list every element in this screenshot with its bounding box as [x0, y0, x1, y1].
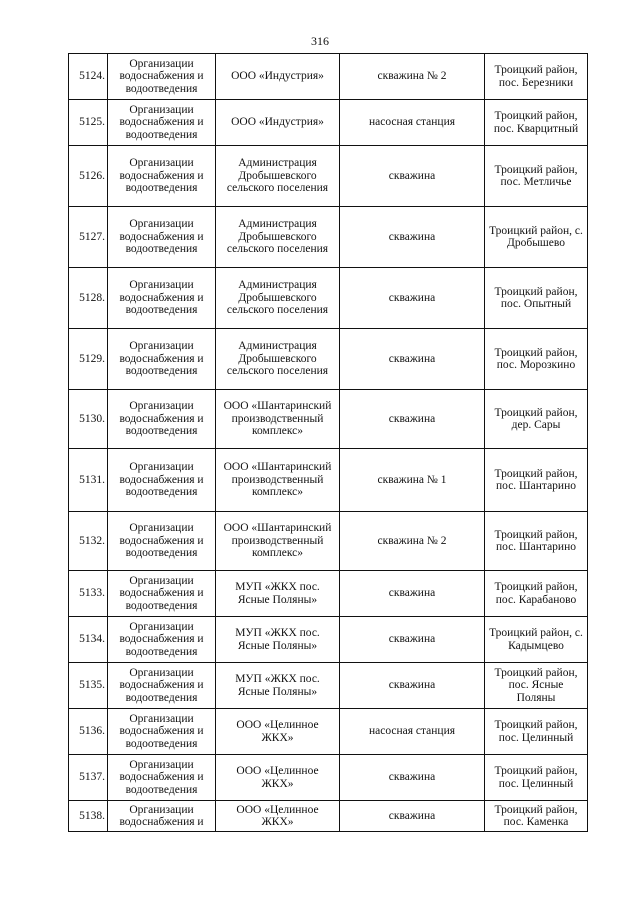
row-number: 5130.	[69, 390, 108, 449]
organization-cell: ООО «Целинное ЖКХ»	[216, 801, 340, 832]
object-cell: скважина	[340, 663, 485, 709]
table-row	[69, 449, 588, 512]
category-cell: Организации водоснабжения и водоотведения	[108, 268, 216, 329]
category-cell: Организации водоснабжения и	[108, 801, 216, 832]
row-number: 5135.	[69, 663, 108, 709]
object-cell: насосная станция	[340, 709, 485, 755]
category-cell: Организации водоснабжения и водоотведения	[108, 617, 216, 663]
table-row	[69, 100, 588, 146]
registry-table	[68, 53, 588, 832]
location-cell: Троицкий район, пос. Метличье	[485, 146, 588, 207]
organization-cell: ООО «Индустрия»	[216, 54, 340, 100]
location-cell: Троицкий район, пос. Березники	[485, 54, 588, 100]
location-cell: Троицкий район, с. Дробышево	[485, 207, 588, 268]
row-number: 5124.	[69, 54, 108, 100]
row-number: 5132.	[69, 512, 108, 571]
organization-cell: Администрация Дробышевского сельского поселения	[216, 146, 340, 207]
organization-cell: ООО «Шантаринский производственный комплекс»	[216, 449, 340, 512]
object-cell: скважина	[340, 207, 485, 268]
object-cell: скважина	[340, 755, 485, 801]
organization-cell: ООО «Целинное ЖКХ»	[216, 755, 340, 801]
row-number: 5128.	[69, 268, 108, 329]
location-cell: Троицкий район, пос. Карабаново	[485, 571, 588, 617]
table-row	[69, 268, 588, 329]
category-cell: Организации водоснабжения и водоотведения	[108, 663, 216, 709]
row-number: 5127.	[69, 207, 108, 268]
object-cell: скважина № 2	[340, 512, 485, 571]
table-row	[69, 329, 588, 390]
category-cell: Организации водоснабжения и водоотведения	[108, 512, 216, 571]
object-cell: скважина № 1	[340, 449, 485, 512]
location-cell: Троицкий район, дер. Сары	[485, 390, 588, 449]
table-row	[69, 801, 588, 832]
table-row	[69, 207, 588, 268]
row-number: 5138.	[69, 801, 108, 832]
table-row	[69, 146, 588, 207]
object-cell: скважина	[340, 571, 485, 617]
organization-cell: Администрация Дробышевского сельского поселения	[216, 329, 340, 390]
organization-cell: ООО «Целинное ЖКХ»	[216, 709, 340, 755]
category-cell: Организации водоснабжения и водоотведения	[108, 449, 216, 512]
organization-cell: ООО «Шантаринский производственный комплекс»	[216, 512, 340, 571]
location-cell: Троицкий район, пос. Морозкино	[485, 329, 588, 390]
category-cell: Организации водоснабжения и водоотведения	[108, 709, 216, 755]
table-row	[69, 390, 588, 449]
organization-cell: МУП «ЖКХ пос. Ясные Поляны»	[216, 663, 340, 709]
row-number: 5125.	[69, 100, 108, 146]
organization-cell: ООО «Индустрия»	[216, 100, 340, 146]
location-cell: Троицкий район, пос. Кварцитный	[485, 100, 588, 146]
object-cell: скважина	[340, 329, 485, 390]
category-cell: Организации водоснабжения и водоотведения	[108, 207, 216, 268]
location-cell: Троицкий район, пос. Опытный	[485, 268, 588, 329]
object-cell: скважина	[340, 617, 485, 663]
location-cell: Троицкий район, пос. Шантарино	[485, 512, 588, 571]
object-cell: скважина	[340, 268, 485, 329]
object-cell: скважина	[340, 390, 485, 449]
row-number: 5126.	[69, 146, 108, 207]
row-number: 5131.	[69, 449, 108, 512]
organization-cell: ООО «Шантаринский производственный комплекс»	[216, 390, 340, 449]
category-cell: Организации водоснабжения и водоотведения	[108, 100, 216, 146]
organization-cell: Администрация Дробышевского сельского поселения	[216, 207, 340, 268]
page-number: 316	[311, 34, 329, 48]
row-number: 5136.	[69, 709, 108, 755]
object-cell: скважина	[340, 801, 485, 832]
location-cell: Троицкий район, пос. Каменка	[485, 801, 588, 832]
organization-cell: Администрация Дробышевского сельского поселения	[216, 268, 340, 329]
location-cell: Троицкий район, пос. Целинный	[485, 755, 588, 801]
category-cell: Организации водоснабжения и водоотведения	[108, 146, 216, 207]
row-number: 5134.	[69, 617, 108, 663]
category-cell: Организации водоснабжения и водоотведения	[108, 390, 216, 449]
object-cell: насосная станция	[340, 100, 485, 146]
table-row	[69, 512, 588, 571]
category-cell: Организации водоснабжения и водоотведения	[108, 54, 216, 100]
category-cell: Организации водоснабжения и водоотведения	[108, 571, 216, 617]
category-cell: Организации водоснабжения и водоотведения	[108, 329, 216, 390]
table-row	[69, 571, 588, 617]
row-number: 5137.	[69, 755, 108, 801]
location-cell: Троицкий район, пос. Ясные Поляны	[485, 663, 588, 709]
row-number: 5133.	[69, 571, 108, 617]
table-row	[69, 663, 588, 709]
row-number: 5129.	[69, 329, 108, 390]
table-row	[69, 617, 588, 663]
object-cell: скважина № 2	[340, 54, 485, 100]
organization-cell: МУП «ЖКХ пос. Ясные Поляны»	[216, 571, 340, 617]
location-cell: Троицкий район, пос. Целинный	[485, 709, 588, 755]
category-cell: Организации водоснабжения и водоотведения	[108, 755, 216, 801]
location-cell: Троицкий район, с. Кадымцево	[485, 617, 588, 663]
object-cell: скважина	[340, 146, 485, 207]
organization-cell: МУП «ЖКХ пос. Ясные Поляны»	[216, 617, 340, 663]
table-row	[69, 755, 588, 801]
table-row	[69, 54, 588, 100]
location-cell: Троицкий район, пос. Шантарино	[485, 449, 588, 512]
table-row	[69, 709, 588, 755]
